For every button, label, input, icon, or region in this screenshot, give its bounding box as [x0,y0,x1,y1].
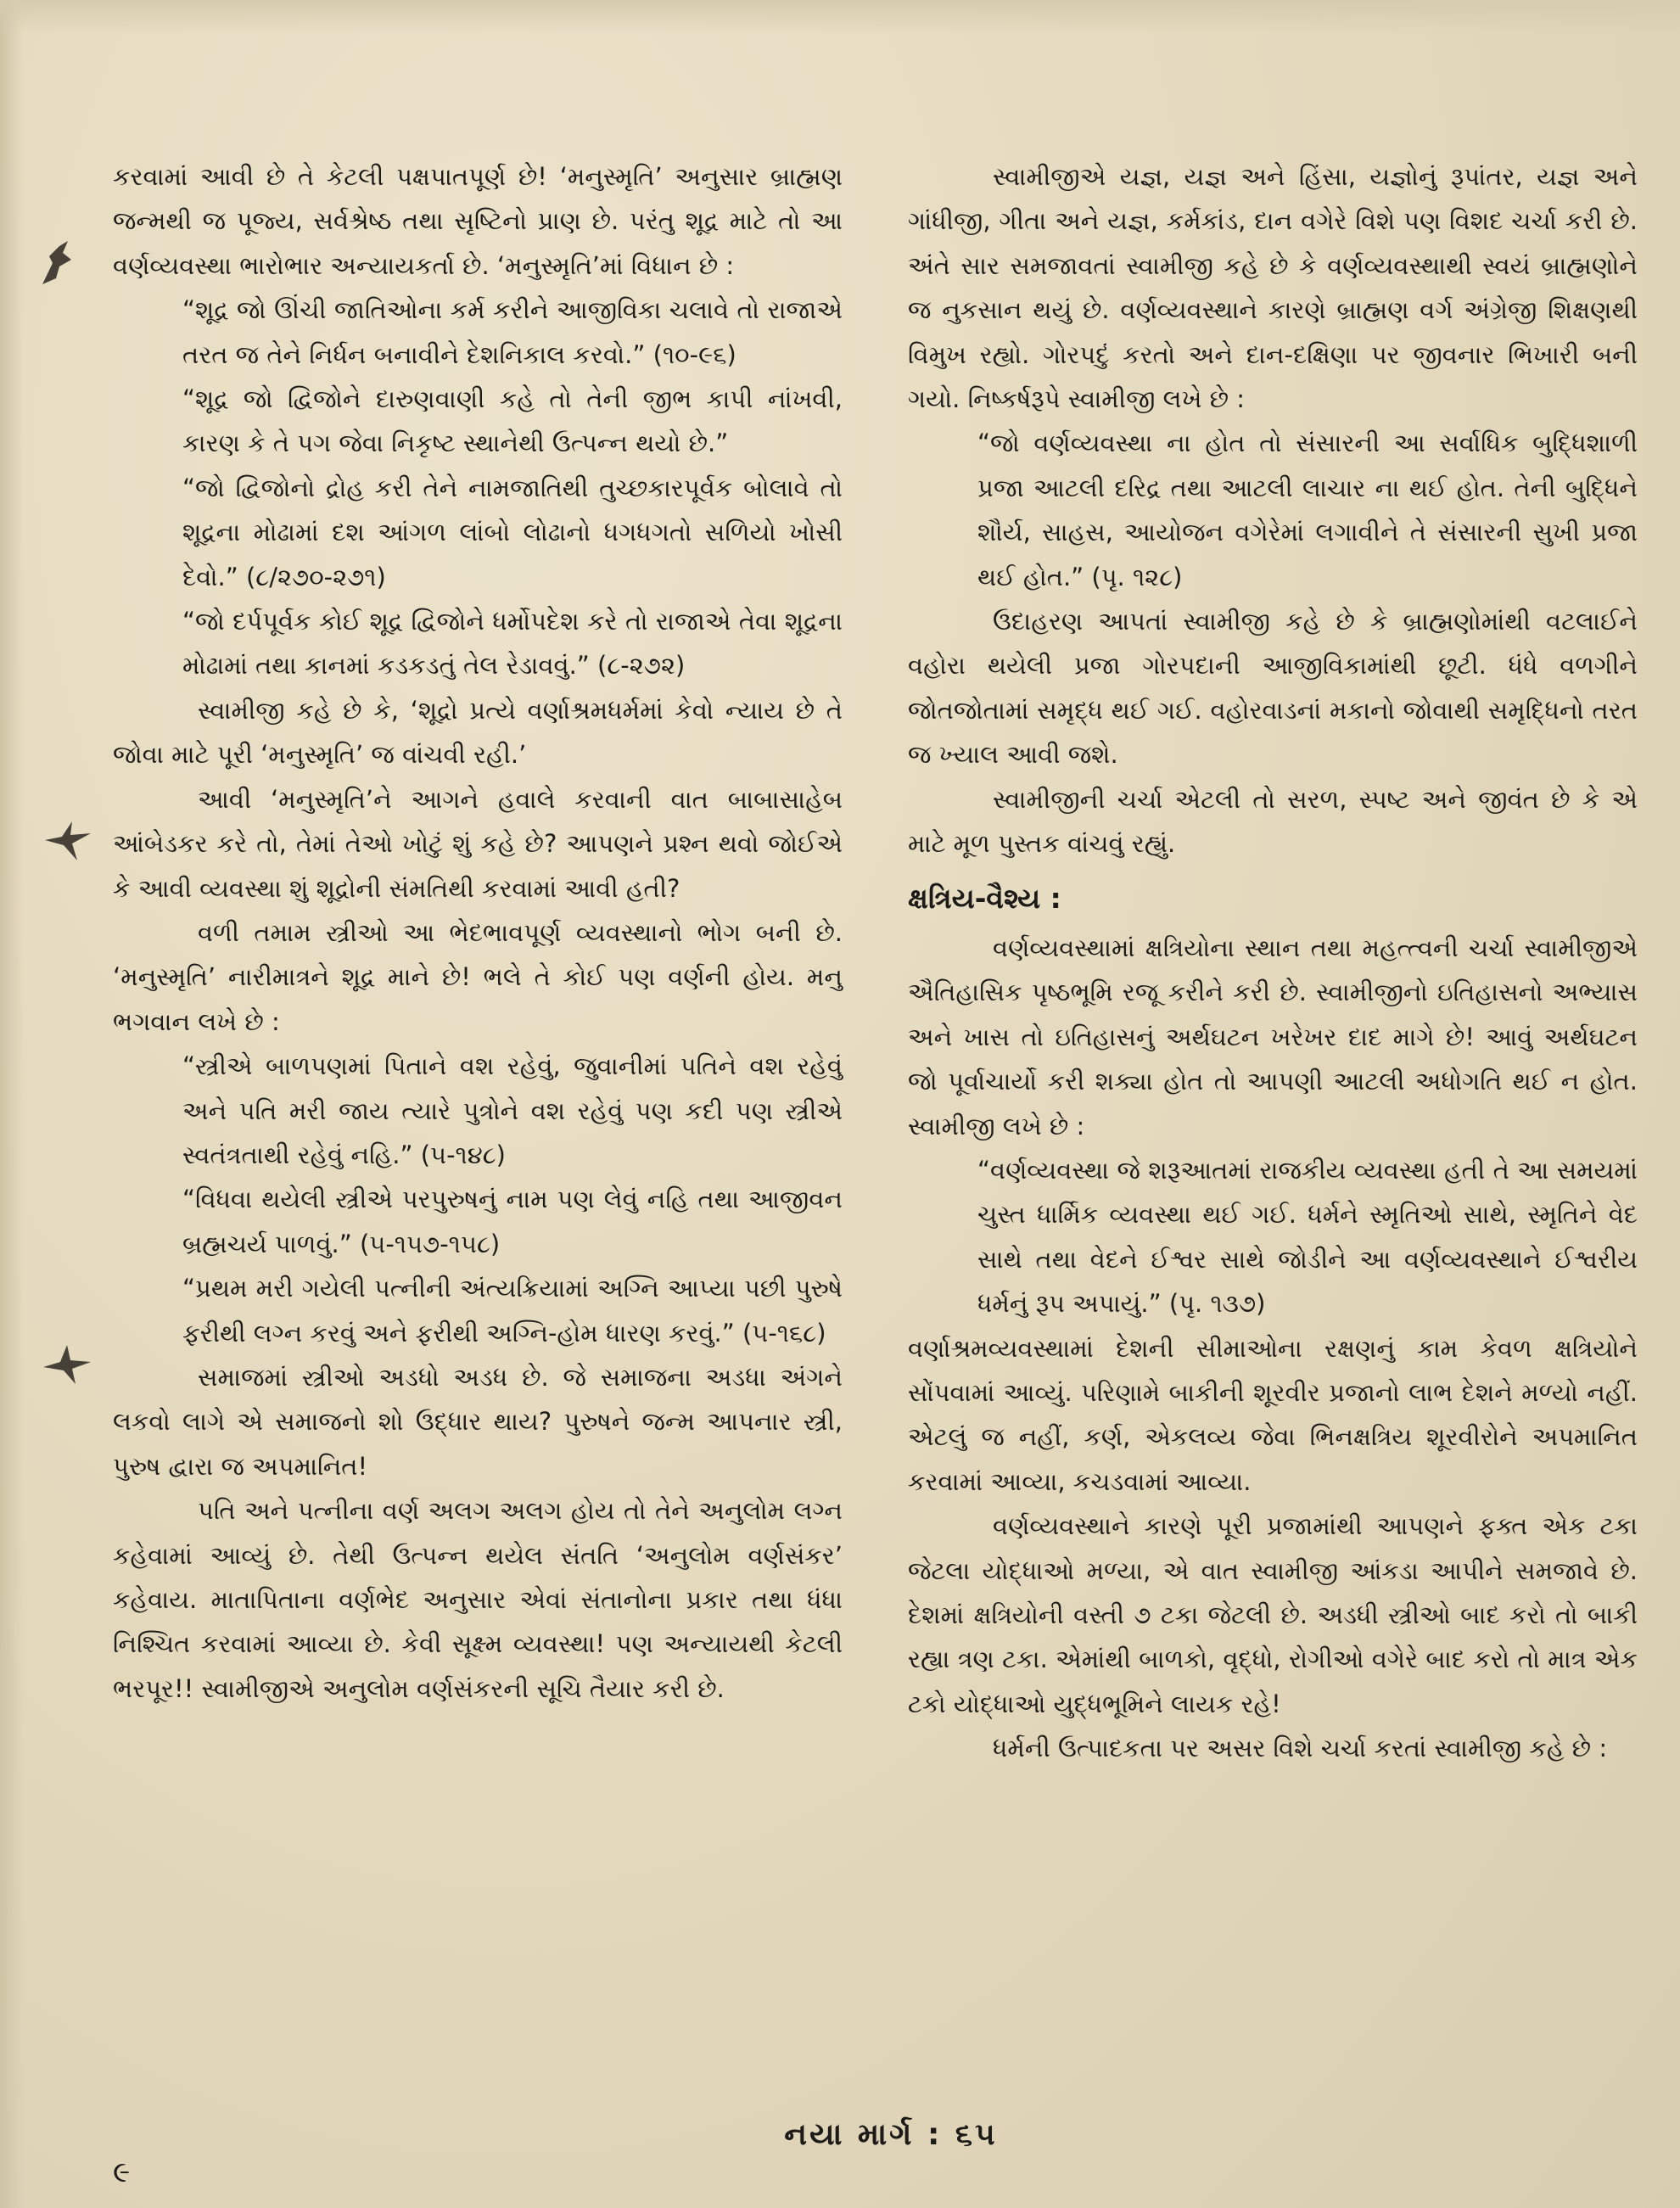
body-paragraph: ધર્મની ઉત્પાદકતા પર અસર વિશે ચર્ચા કરતાં સ્વામીજી કહે છે : [993,1734,1608,1763]
right-column [908,154,1638,1771]
body-paragraph: આવી ‘મનુસ્મૃતિ’ને આગને હવાલે કરવાની વાત બાબાસાહેબ આંબેડકર કરે તો, તેમાં તેઓ ખોટું શું કહે છે? આપણને પ્રશ્ન થવો જોઈએ કે આવી વ્યવસ્થા શું શૂદ્રોની સંમતિથી કરવામાં આવી હતી? [113,784,843,903]
body-paragraph: સમાજમાં સ્ત્રીઓ અડધો અડધ છે. જે સમાજના અડધા અંગને લકવો લાગે એ સમાજનો શો ઉદ્ધાર થાય? પુરુષને જન્મ આપનાર સ્ત્રી, પુરુષ દ્વારા જ અપમાનિત! [113,1362,843,1481]
quotation-paragraph: “જો દર્પપૂર્વક કોઈ શૂદ્ર દ્વિજોને ધર્મોપદેશ કરે તો રાજાએ તેવા શૂદ્રના મોઢામાં તથા કાનમાં કડકડતું તેલ રેડાવવું.” (૮-૨૭૨) [182,607,843,681]
body-paragraph: સ્વામીજી કહે છે કે, ‘શૂદ્રો પ્રત્યે વર્ણાશ્રમધર્મમાં કેવો ન્યાય છે તે જોવા માટે પૂરી ‘મનુસ્મૃતિ’ જ વાંચવી રહી.’ [113,695,843,770]
body-paragraph: ઉદાહરણ આપતાં સ્વામીજી કહે છે કે બ્રાહ્મણોમાંથી વટલાઈને વહોરા થયેલી પ્રજા ગોરપદાની આજીવિકામાંથી છૂટી. ધંધે વળગીને જોતજોતામાં સમૃદ્ધ થઈ ગઈ. વહોરવાડનાં મકાનો જોવાથી સમૃદ્ધિનો તરત જ ખ્યાલ આવી જશે. [908,607,1638,770]
footer-magazine-title: નયા માર્ગ : ૬૫ [784,2117,998,2152]
body-paragraph: પતિ અને પત્નીના વર્ણ અલગ અલગ હોય તો તેને અનુલોમ લગ્ન કહેવામાં આવ્યું છે. તેથી ઉત્પન્ન થયેલ સંતતિ ‘અનુલોમ વર્ણસંકર’ કહેવાય. માતાપિતાના વર્ણભેદ અનુસાર એવાં સંતાનોના પ્રકાર તથા ધંધા નિશ્ચિત કરવામાં આવ્યા છે. કેવી સૂક્ષ્મ વ્યવસ્થા! પણ અન્યાયથી કેટલી ભરપૂર!! સ્વામીજીએ અનુલોમ વર્ણસંકરની સૂચિ તૈયાર કરી છે. [113,1496,843,1703]
body-paragraph: વળી તમામ સ્ત્રીઓ આ ભેદભાવપૂર્ણ વ્યવસ્થાનો ભોગ બની છે. ‘મનુસ્મૃતિ’ નારીમાત્રને શૂદ્ર માને છે! ભલે તે કોઈ પણ વર્ણની હોય. મનુ ભગવાન લખે છે : [113,917,843,1036]
page-edge-shadow [0,0,24,2208]
page-top-shadow [0,0,1680,34]
quotation-paragraph: “જો દ્વિજોનો દ્રોહ કરી તેને નામજાતિથી તુચ્છકારપૂર્વક બોલાવે તો શૂદ્રના મોઢામાં દશ આંગળ લાંબો લોઢાનો ધગધગતો સળિયો ખોસી દેવો.” (૮/૨૭૦-૨૭૧) [182,473,843,591]
body-paragraph: કરવામાં આવી છે તે કેટલી પક્ષપાતપૂર્ણ છે! ‘મનુસ્મૃતિ’ અનુસાર બ્રાહ્મણ જન્મથી જ પૂજ્ય, સર્વશ્રેષ્ઠ તથા સૃષ્ટિનો પ્રાણ છે. પરંતુ શૂદ્ર માટે તો આ વર્ણવ્યવસ્થા ભારોભાર અન્યાયકર્તા છે. ‘મનુસ્મૃતિ’માં વિધાન છે : [113,162,843,280]
quotation-paragraph: “વર્ણવ્યવસ્થા જે શરૂઆતમાં રાજકીય વ્યવસ્થા હતી તે આ સમયમાં ચુસ્ત ધાર્મિક વ્યવસ્થા થઈ ગઈ. ધર્મને સ્મૃતિઓ સાથે, સ્મૃતિને વેદ સાથે તથા વેદને ઈશ્વર સાથે જોડીને આ વર્ણવ્યવસ્થાને ઈશ્વરીય ધર્મનું રૂપ અપાયું.” (પૃ. ૧૩૭) [977,1155,1638,1319]
quotation-paragraph: “જો વર્ણવ્યવસ્થા ના હોત તો સંસારની આ સર્વાધિક બુદ્ધિશાળી પ્રજા આટલી દરિદ્ર તથા આટલી લાચાર ના થઈ હોત. તેની બુદ્ધિને શૌર્ય, સાહસ, આયોજન વગેરેમાં લગાવીને તે સંસારની સુખી પ્રજા થઈ હોત.” (પૃ. ૧૨૮) [977,429,1638,591]
paper-tear-mark-1 [34,238,93,289]
quotation-paragraph: “શૂદ્ર જો દ્વિજોને દારુણવાણી કહે તો તેની જીભ કાપી નાંખવી, કારણ કે તે પગ જેવા નિકૃષ્ટ સ્થાનેથી ઉત્પન્ન થયો છે.” [182,384,843,458]
body-paragraph: વર્ણવ્યવસ્થાને કારણે પૂરી પ્રજામાંથી આપણને ફક્ત એક ટકા જેટલા યોદ્ધાઓ મળ્યા, એ વાત સ્વામીજી આંકડા આપીને સમજાવે છે. દેશમાં ક્ષત્રિયોની વસ્તી ૭ ટકા જેટલી છે. અડધી સ્ત્રીઓ બાદ કરો તો બાકી રહ્યા ત્રણ ટકા. એમાંથી બાળકો, વૃદ્ધો, રોગીઓ વગેરે બાદ કરો તો માત્ર એક ટકો યોદ્ધાઓ યુદ્ધભૂમિને લાયક રહે! [908,1511,1638,1718]
quotation-paragraph: “શૂદ્ર જો ઊંચી જાતિઓના કર્મ કરીને આજીવિકા ચલાવે તો રાજાએ તરત જ તેને નિર્ધન બનાવીને દેશનિકાલ કરવો.” (૧૦-૯૬) [182,295,843,369]
body-paragraph: સ્વામીજીએ યજ્ઞ, યજ્ઞ અને હિંસા, યજ્ઞોનું રૂપાંતર, યજ્ઞ અને ગાંધીજી, ગીતા અને યજ્ઞ, કર્મકાંડ, દાન વગેરે વિશે પણ વિશદ ચર્ચા કરી છે. અંતે સાર સમજાવતાં સ્વામીજી કહે છે કે વર્ણવ્યવસ્થાથી સ્વયં બ્રાહ્મણોને જ નુકસાન થયું છે. વર્ણવ્યવસ્થાને કારણે બ્રાહ્મણ વર્ગ અંગ્રેજી શિક્ષણથી વિમુખ રહ્યો. ગોરપદું કરતો અને દાન-દક્ષિણા પર જીવનાર ભિખારી બની ગયો. નિષ્કર્ષરૂપે સ્વામીજી લખે છે : [908,162,1638,414]
quotation-paragraph: “વિધવા થયેલી સ્ત્રીએ પરપુરુષનું નામ પણ લેવું નહિ તથા આજીવન બ્રહ્મચર્ય પાળવું.” (૫-૧૫૭-૧૫૮) [182,1185,843,1258]
page-number: ૯ [113,2155,131,2189]
paper-tear-mark-2 [38,815,98,866]
left-column [113,154,843,1711]
quotation-paragraph: “પ્રથમ મરી ગયેલી પત્નીની અંત્યક્રિયામાં અગ્નિ આપ્યા પછી પુરુષે ફરીથી લગ્ન કરવું અને ફરીથી અગ્નિ-હોમ ધારણ કરવું.” (૫-૧૬૮) [182,1274,843,1348]
body-paragraph: સ્વામીજીની ચર્ચા એટલી તો સરળ, સ્પષ્ટ અને જીવંત છે કે એ માટે મૂળ પુસ્તક વાંચવું રહ્યું. [908,784,1638,859]
body-paragraph: વર્ણાશ્રમવ્યવસ્થામાં દેશની સીમાઓના રક્ષણનું કામ કેવળ ક્ષત્રિયોને સોંપવામાં આવ્યું. પરિણામે બાકીની શૂરવીર પ્રજાનો લાભ દેશને મળ્યો નહીં. એટલું જ નહીં, કર્ણ, એકલવ્ય જેવા ભિનક્ષત્રિય શૂરવીરોને અપમાનિત કરવામાં આવ્યા, કચડવામાં આવ્યા. [908,1333,1638,1496]
body-paragraph: વર્ણવ્યવસ્થામાં ક્ષત્રિયોના સ્થાન તથા મહત્ત્વની ચર્ચા સ્વામીજીએ ઐતિહાસિક પૃષ્ઠભૂમિ રજૂ કરીને કરી છે. સ્વામીજીનો ઇતિહાસનો અભ્યાસ અને ખાસ તો ઇતિહાસનું અર્થઘટન ખરેખર દાદ માગે છે! આવું અર્થઘટન જો પૂર્વાચાર્યો કરી શક્યા હોત તો આપણી આટલી અધોગતિ થઈ ન હોત. સ્વામીજી લખે છે : [908,933,1638,1140]
quotation-paragraph: “સ્ત્રીએ બાળપણમાં પિતાને વશ રહેવું, જુવાનીમાં પતિને વશ રહેવું અને પતિ મરી જાય ત્યારે પુત્રોને વશ રહેવું પણ કદી પણ સ્ત્રીએ સ્વતંત્રતાથી રહેવું નહિ.” (૫-૧૪૮) [182,1051,843,1169]
section-heading: ક્ષત્રિય-વૈશ્ય : [908,881,1061,915]
paper-tear-mark-3 [38,1337,98,1387]
